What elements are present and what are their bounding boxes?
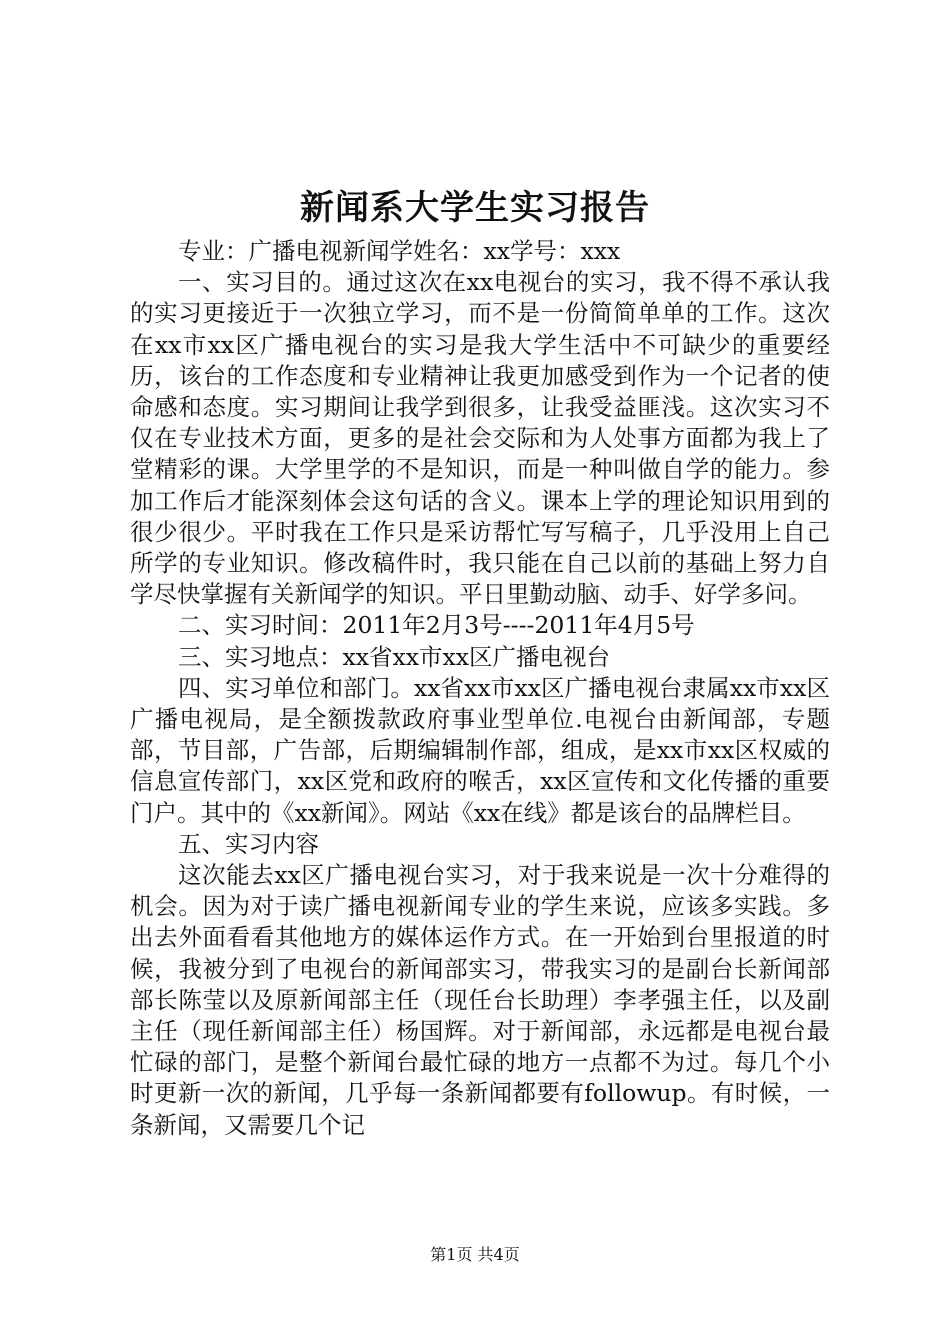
section-time: 二、实习时间：2011年2月3号----2011年4月5号 — [178, 611, 695, 640]
document-body — [130, 236, 830, 1141]
section-content: 这次能去xx区广播电视台实习，对于我来说是一次十分难得的机会。因为对于读广播电视新闻专业的学生来说，应该多实践。多出去外面看看其他地方的媒体运作方式。在一开始到台里报道的时候，我被分到了电视台的新闻部实习，带我实习的是副台长新闻部部长陈莹以及原新闻部主任（现任台长助理）李孝强主任，以及副主任（现任新闻部主任）杨国辉。对于新闻部，永远都是电视台最忙碌的部门，是整个新闻台最忙碌的地方一点都不为过。每几个小时更新一次的新闻，几乎每一条新闻都要有followup。有时候，一条新闻，又需要几个记 — [130, 861, 830, 1139]
document-title: 新闻系大学生实习报告 — [300, 188, 650, 228]
section-location: 三、实习地点：xx省xx市xx区广播电视台 — [178, 642, 611, 671]
section-purpose: 一、实习目的。通过这次在xx电视台的实习，我不得不承认我的实习更接近于一次独立学习，而不是一份简简单单的工作。这次在xx市xx区广播电视台的实习是我大学生活中不可缺少的重要经历，该台的工作态度和专业精神让我更加感受到作为一个记者的使命感和态度。实习期间让我学到很多，让我受益匪浅。这次实习不仅在专业技术方面，更多的是社会交际和为人处事方面都为我上了堂精彩的课。大学里学的不是知识，而是一种叫做自学的能力。参加工作后才能深刻体会这句话的含义。课本上学的理论知识用到的很少很少。平时我在工作只是采访帮忙写写稿子，几乎没用上自己所学的专业知识。修改稿件时，我只能在自己以前的基础上努力自学尽快掌握有关新闻学的知识。平日里勤动脑、动手、好学多问。 — [130, 268, 830, 609]
section-unit: 四、实习单位和部门。xx省xx市xx区广播电视台隶属xx市xx区广播电视局，是全额拨款政府事业型单位.电视台由新闻部，专题部，节目部，广告部，后期编辑制作部，组成，是xx市xx区权威的信息宣传部门，xx区党和政府的喉舌，xx区宣传和文化传播的重要门户。其中的《xx新闻》。网站《xx在线》都是该台的品牌栏目。 — [130, 673, 830, 827]
student-info-line: 专业：广播电视新闻学姓名：xx学号：xxx — [178, 237, 621, 265]
page-number-footer: 第1页 共4页 — [430, 1245, 520, 1264]
section-content-heading: 五、实习内容 — [178, 829, 319, 858]
